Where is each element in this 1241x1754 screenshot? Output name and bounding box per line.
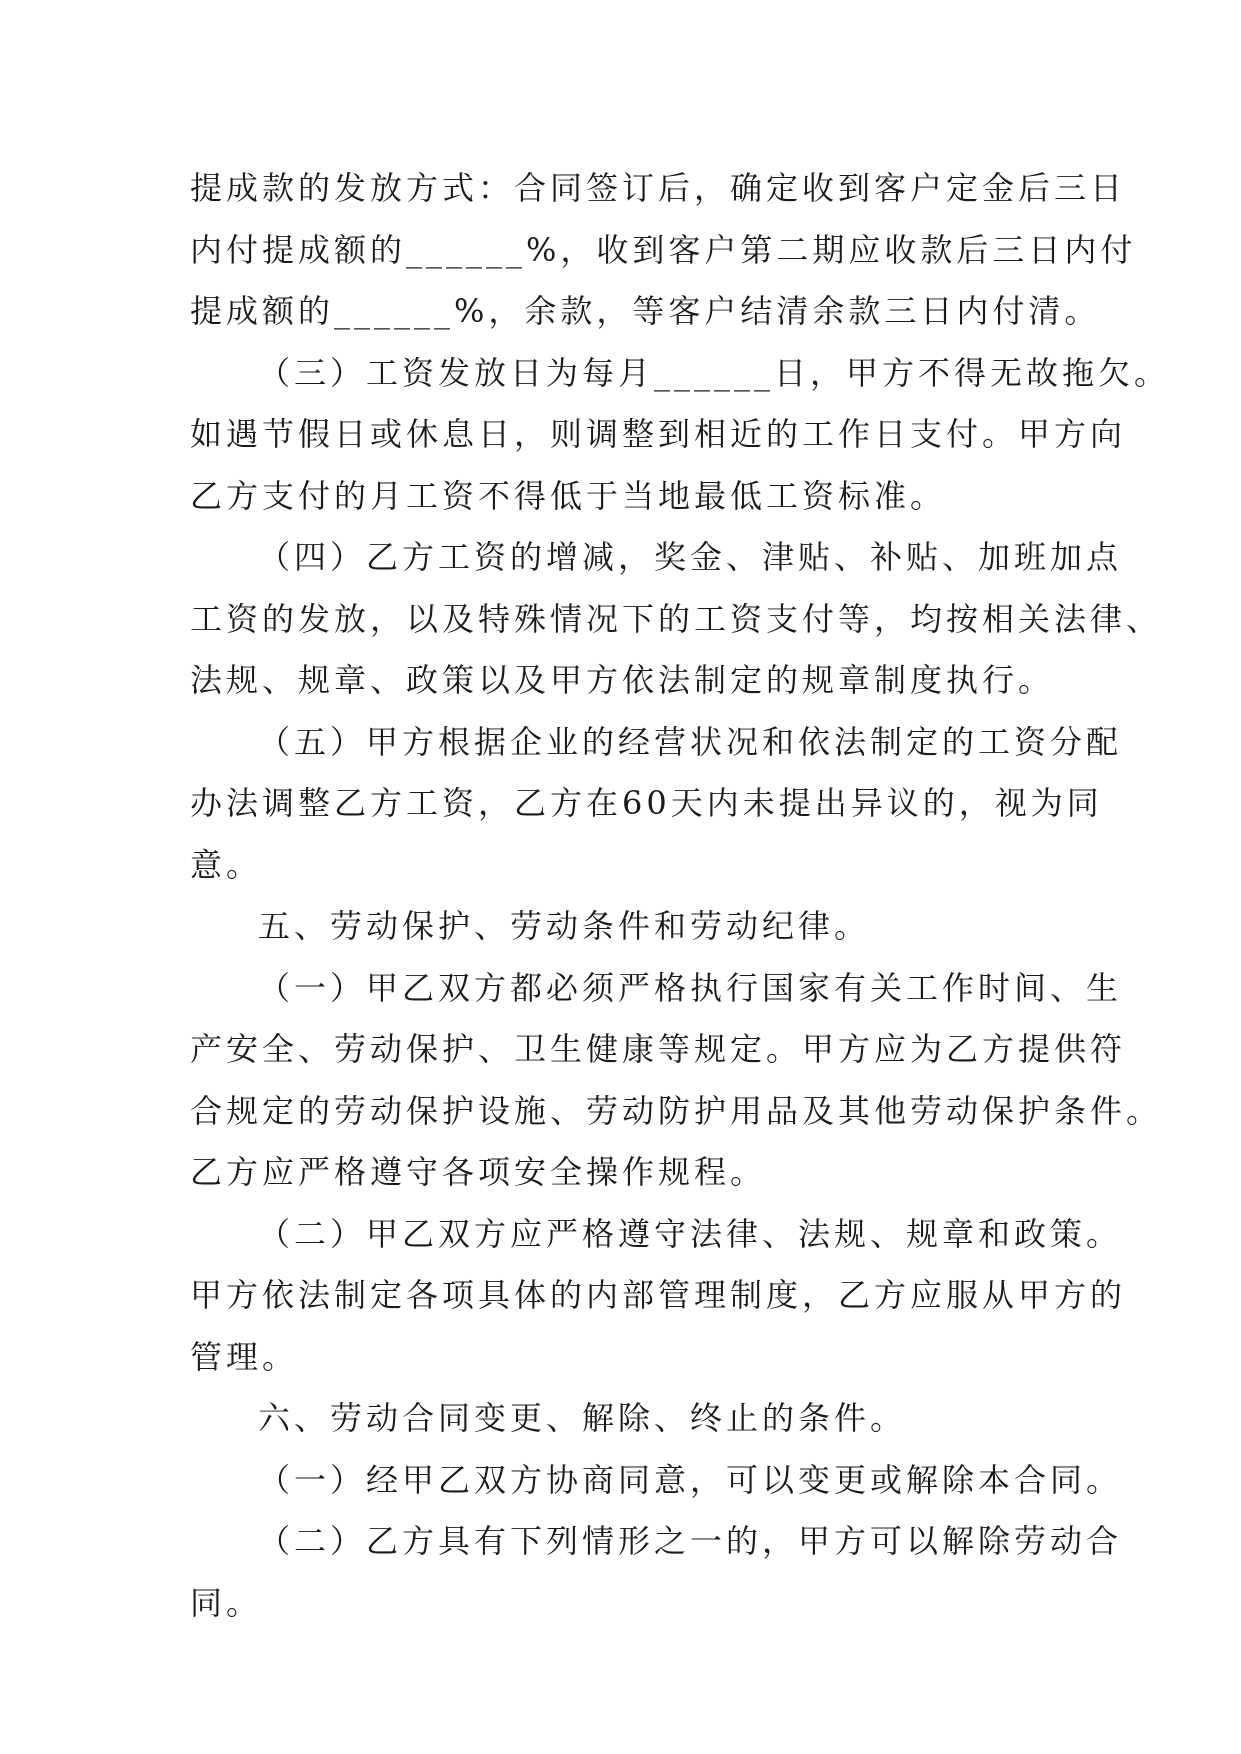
text-line: 办法调整乙方工资，乙方在60天内未提出异议的，视为同 <box>190 784 1103 822</box>
section-heading: 六、劳动合同变更、解除、终止的条件。 <box>258 1399 907 1437</box>
text-line: （四）乙方工资的增减，奖金、津贴、补贴、加班加点 <box>258 538 1123 576</box>
text-line: 管理。 <box>190 1337 299 1376</box>
text-line: 工资的发放，以及特殊情况下的工资支付等，均按相关法律、 <box>190 599 1163 638</box>
text-line: 意。 <box>190 845 263 884</box>
text-line: 如遇节假日或休息日，则调整到相近的工作日支付。甲方向 <box>190 415 1127 453</box>
text-line: 提成款的发放方式：合同签订后，确定收到客户定金后三日 <box>190 169 1127 207</box>
text-line: 内付提成额的______%，收到客户第二期应收款后三日内付 <box>190 230 1137 269</box>
text-line: （一）甲乙双方都必须严格执行国家有关工作时间、生 <box>258 968 1123 1007</box>
text-line: 产安全、劳动保护、卫生健康等规定。甲方应为乙方提供符 <box>190 1030 1127 1068</box>
text-line: 提成额的______%，余款，等客户结清余款三日内付清。 <box>190 292 1101 330</box>
text-line: （一）经甲乙双方协商同意，可以变更或解除本合同。 <box>258 1460 1123 1499</box>
section-heading: 五、劳动保护、劳动条件和劳动纪律。 <box>258 907 871 945</box>
text-line: （二）乙方具有下列情形之一的，甲方可以解除劳动合 <box>258 1522 1123 1560</box>
text-line: 乙方应严格遵守各项安全操作规程。 <box>190 1153 767 1191</box>
text-line: 乙方支付的月工资不得低于当地最低工资标准。 <box>190 476 947 515</box>
text-line: （二）甲乙双方应严格遵守法律、法规、规章和政策。 <box>258 1214 1123 1253</box>
document-body <box>190 158 1171 1634</box>
text-line: （五）甲方根据企业的经营状况和依法制定的工资分配 <box>258 722 1123 761</box>
text-line: 法规、规章、政策以及甲方依法制定的规章制度执行。 <box>190 661 1055 699</box>
text-line: 甲方依法制定各项具体的内部管理制度，乙方应服从甲方的 <box>190 1276 1127 1314</box>
text-line: （三）工资发放日为每月______日，甲方不得无故拖欠。 <box>258 353 1171 392</box>
text-line: 同。 <box>190 1583 263 1622</box>
text-line: 合规定的劳动保护设施、劳动防护用品及其他劳动保护条件。 <box>190 1091 1163 1130</box>
